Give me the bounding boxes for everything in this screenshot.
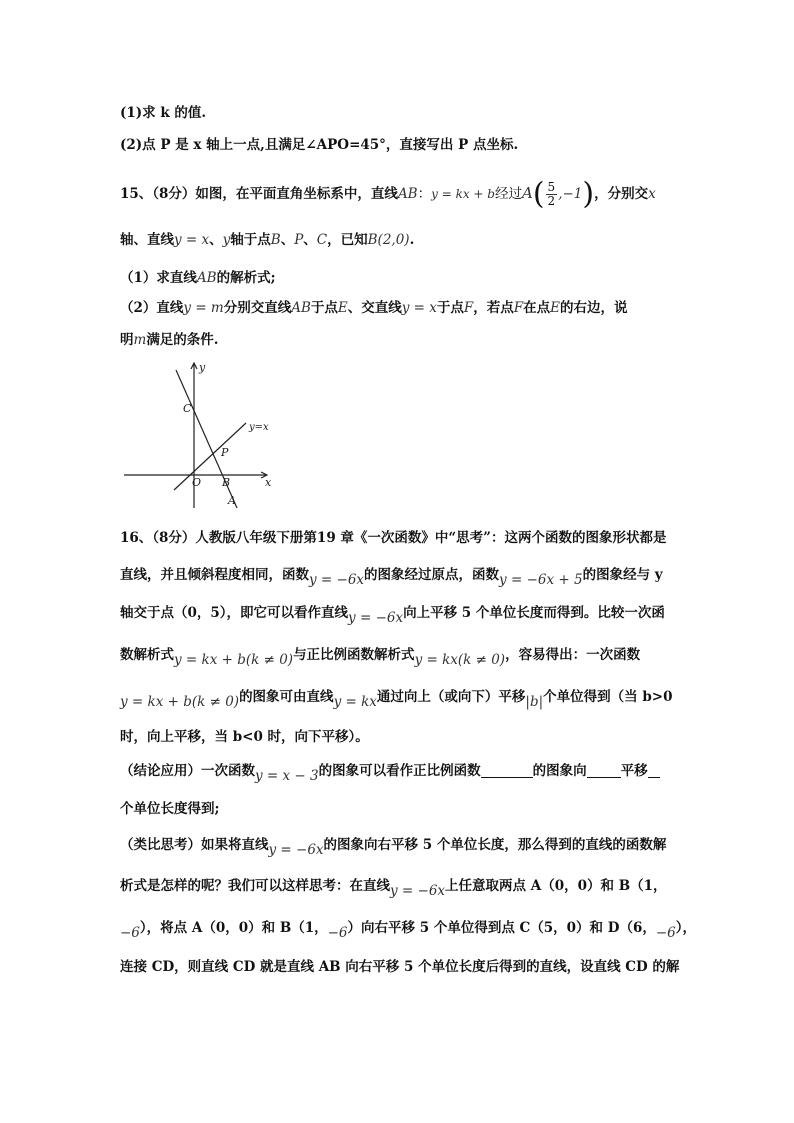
label-x: x (265, 476, 272, 489)
q16-l2-b: 的图象经过原点，函数 (364, 567, 500, 583)
q15-passes: 经过 (494, 186, 522, 202)
q15-p2-d: 、交直线 (347, 300, 402, 316)
q16-l4-b: 与正比例函数解析式 (293, 647, 415, 663)
answer-blank-units[interactable] (648, 763, 660, 778)
q15-frac-den: 2 (547, 194, 556, 208)
q16-l10-b: 上任意取两点 A（0，0）和 B（1， (445, 878, 667, 894)
q16-line10 (120, 876, 667, 901)
q15-b: B (270, 232, 281, 248)
q15-p1-b: 的解析式; (216, 270, 276, 286)
q15-colon: ： (417, 186, 432, 202)
q16-l9-a: （类比思考）如果将直线 (120, 837, 269, 853)
q15-l2-c: 轴于点 (230, 232, 271, 248)
q15-p1-ab: AB (196, 270, 217, 286)
label-a: A (228, 494, 236, 507)
q15-p2-f: ，若点 (473, 300, 514, 316)
q15-sep2: 、 (303, 232, 317, 248)
q16-l7-a: （结论应用）一次函数 (120, 763, 255, 779)
q15-line1: 15、（8分）如图，在平面直角坐标系中，直线AB：y = kx + b经过A( $\frac{5}{2}$ ,−1)，分别交x (120, 176, 656, 212)
q16-l3-b: 向上平移 5 个单位长度而得到。比较一次函 (403, 605, 665, 621)
line-y-equals-x (174, 423, 246, 490)
q16-line11 (120, 918, 696, 943)
q15-c: C (316, 232, 328, 248)
q16-l9-b: 的图象向右平移 5 个单位长度，那么得到的直线的函数解 (323, 837, 667, 853)
q16-eq9: y = x − 3 (255, 768, 319, 784)
q15-ab: AB (397, 186, 418, 202)
label-y-equals-x: y=x (249, 422, 269, 433)
q16-line12: 连接 CD，则直线 CD 就是直线 AB 向右平移 5 个单位长度后得到的直线，设直线 CD 的解 (120, 959, 680, 975)
label-o: O (192, 476, 202, 489)
q15-l2-b: 、 (209, 232, 223, 248)
q15-f2: F (513, 300, 524, 316)
q15-p2-e: 于点 (436, 300, 464, 316)
q16-eq1: y = −6x (309, 572, 365, 588)
q16-eq6: y = kx + b(k ≠ 0) (120, 694, 240, 710)
q15-p2-a: （2）直线 (120, 300, 184, 316)
q15-p2-j: 满足的条件. (146, 332, 219, 348)
q16-l7-b: 的图象可以看作正比例函数 (318, 763, 481, 779)
q16-eq5: y = kx(k ≠ 0) (414, 652, 506, 668)
q16-l5-b: 通过向上（或向下）平移 (376, 689, 526, 705)
q16-eq8: |b| (525, 694, 544, 710)
q15-l2-d: ，已知 (327, 232, 368, 248)
q15-line2 (120, 230, 414, 250)
q16-neg1: −6 (120, 925, 140, 941)
q16-eq2: y = −6x + 5 (499, 572, 583, 588)
q15-part2 (120, 298, 628, 318)
q16-l7-c: 的图象向 (532, 763, 587, 779)
q15-yx2: y = x (401, 300, 437, 316)
q16-line7 (120, 761, 660, 786)
q16-l11-a: ），将点 A（0，0）和 B（1， (139, 920, 328, 936)
q16-l4-a: 数解析式 (120, 647, 174, 663)
q15-yx: y = x (174, 232, 210, 248)
q15-f1: F (463, 300, 474, 316)
q15-p2-b: 分别交直线 (223, 300, 292, 316)
q14-part2: (2)点 P 是 x 轴上一点,且满足∠APO=45°，直接写出 P 点坐标. (120, 137, 519, 153)
q16-l2-a: 直线，并且倾斜程度相同，函数 (120, 567, 309, 583)
q15-frac-num: 5 (547, 180, 556, 194)
q15-coordinate-figure (120, 360, 290, 515)
q15-e2: E (550, 300, 561, 316)
answer-blank-function[interactable] (481, 763, 533, 778)
q16-eq10: y = −6x (268, 842, 324, 858)
q16-line5 (120, 687, 673, 712)
q16-l5-a: 的图象可由直线 (239, 689, 334, 705)
q16-l10-a: 析式是怎样的呢？我们可以这样思考：在直线 (120, 878, 390, 894)
q16-line9 (120, 835, 666, 860)
q16-l4-c: ，容易得出：一次函数 (505, 647, 641, 663)
q16-line3 (120, 603, 665, 628)
label-b: B (222, 476, 231, 489)
q16-line1: 16、（8分）人教版八年级下册第19 章《一次函数》中“思考”：这两个函数的图象形状都是 (120, 530, 667, 546)
q15-x: x (648, 186, 656, 202)
q16-l5-c: 个单位得到（当 b>0 (543, 689, 673, 705)
q15-p2-g: 在点 (523, 300, 551, 316)
q16-l3-a: 轴交于点（0，5），即它可以看作直线 (120, 605, 349, 621)
q15-after-a: ，分别交 (594, 186, 649, 202)
q15-ym: y = m (183, 300, 224, 316)
label-y: y (199, 361, 206, 374)
q15-part2-cont (120, 330, 219, 350)
q16-neg3: −6 (655, 925, 676, 941)
q16-eq11: y = −6x (390, 883, 446, 899)
q15-fraction (546, 181, 558, 208)
q15-p2-ab: AB (291, 300, 311, 316)
q16-l7-d: 平移 (620, 763, 648, 779)
q16-line2 (120, 565, 663, 590)
q15-dot: . (409, 232, 415, 248)
q16-line6: 时，向上平移，当 b<0 时，向下平移）。 (120, 729, 369, 745)
q15-l2-a: 轴、直线 (120, 232, 174, 248)
q15-point-a-y: ,−1 (558, 186, 583, 202)
label-c: C (183, 402, 192, 415)
q15-p2-h: 的右边，说 (560, 300, 628, 316)
label-p: P (221, 446, 229, 459)
q16-neg2: −6 (327, 925, 348, 941)
q15-p1-a: （1）求直线 (120, 270, 197, 286)
q15-b20: B(2,0) (367, 232, 410, 248)
q15-equation: y = kx + b (431, 187, 495, 201)
q16-eq7: y = kx (333, 694, 377, 710)
q15-p2-c: 于点 (310, 300, 338, 316)
q15-e1: E (337, 300, 348, 316)
q16-eq3: y = −6x (348, 610, 404, 626)
q16-line4 (120, 645, 640, 670)
q16-l11-b: ）向右平移 5 个单位得到点 C（5，0）和 D（6， (347, 920, 656, 936)
q15-sep1: 、 (280, 232, 295, 248)
q15-part1 (120, 268, 276, 288)
q15-p: P (294, 232, 304, 248)
q15-m: m (133, 332, 147, 348)
q16-l11-c: ）， (675, 920, 697, 936)
q16-l2-c: 的图象经与 y (582, 567, 663, 583)
q14-part1: (1)求 k 的值. (120, 105, 207, 121)
q16-eq4: y = kx + b(k ≠ 0) (174, 652, 294, 668)
answer-blank-direction[interactable] (587, 763, 621, 778)
q15-lead: 15、（8分）如图，在平面直角坐标系中，直线 (120, 186, 398, 202)
q15-point-a: A (521, 184, 533, 202)
q15-p2-i: 明 (120, 332, 134, 348)
q15-y: y (222, 232, 231, 248)
q16-line8: 个单位长度得到; (120, 801, 220, 817)
